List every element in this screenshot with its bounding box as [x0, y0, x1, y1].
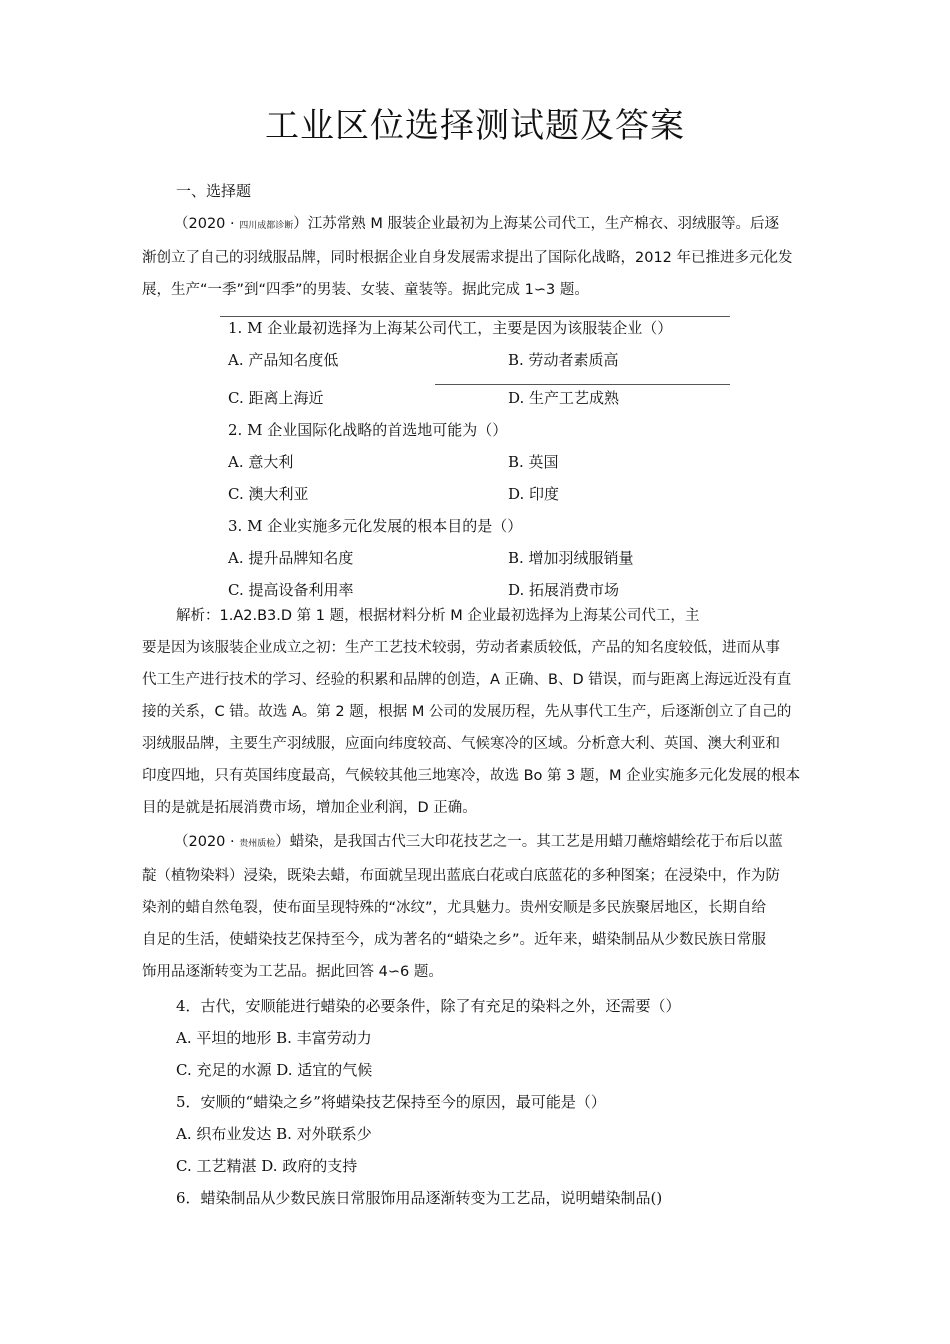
option: C. 提高设备利用率 [228, 581, 354, 599]
analysis-line-6: 印度四地，只有英国纬度最高，气候较其他三地寒冷，故选 Bo 第 3 题，M 企业实施多元化发展的根本 [142, 768, 801, 784]
option: A. 产品知名度低 [228, 351, 339, 369]
analysis-line-3: 代工生产进行技术的学习、经验的积累和品牌的创造，A 正确、B、D 错误，而与距离上海远近没有直 [142, 672, 792, 688]
option-row: C. 充足的水源 D. 适宜的气候 [176, 1061, 373, 1079]
option: D. 拓展消费市场 [508, 581, 620, 599]
section-heading: 一、选择题 [176, 182, 252, 200]
option: C. 距离上海近 [228, 389, 324, 407]
option-row [228, 382, 738, 414]
option: B. 英国 [508, 453, 559, 471]
passage-2 [142, 826, 810, 988]
passage-2-line-5: 饰用品逐渐转变为工艺品。据此回答 4∽6 题。 [142, 964, 443, 980]
option: D. 生产工艺成熟 [508, 389, 620, 407]
analysis-line-5: 羽绒服品牌，主要生产羽绒服，应面向纬度较高、气候寒冷的区域。分析意大利、英国、澳大利亚和 [142, 736, 780, 752]
passage-1-line-3: 展，生产“一季”到“四季”的男装、女装、童装等。据此完成 1∽3 题。 [142, 282, 589, 298]
analysis-line-1: 解析：1.A2.B3.D 第 1 题，根据材料分析 M 企业最初选择为上海某公司代工，主 [176, 608, 700, 624]
analysis-line-7: 目的是就是拓展消费市场，增加企业利润，D 正确。 [142, 800, 477, 816]
question-stem: 3. M 企业实施多元化发展的根本目的是（） [228, 517, 523, 535]
option: D. 印度 [508, 485, 560, 503]
option-row [228, 542, 738, 574]
source-note: 四川成都诊断 [239, 221, 294, 231]
option: A. 意大利 [228, 453, 294, 471]
analysis [142, 600, 810, 824]
question-stem: 6．蜡染制品从少数民族日常服饰用品逐渐转变为工艺品，说明蜡染制品() [176, 1189, 663, 1207]
option: B. 劳动者素质高 [508, 351, 619, 369]
passage-2-line-4: 自足的生活，使蜡染技艺保持至今，成为著名的“蜡染之乡”。近年来，蜡染制品从少数民族日常服 [142, 932, 767, 948]
option: A. 提升品牌知名度 [228, 549, 354, 567]
passage-2-line-3: 染剂的蜡自然龟裂，使布面呈现特殊的“冰纹”，尤具魅力。贵州安顺是多民族聚居地区，长期自给 [142, 900, 767, 916]
source-note: 贵州质检 [239, 839, 276, 849]
question-stem: 4．古代，安顺能进行蜡染的必要条件，除了有充足的染料之外，还需要（） [176, 997, 681, 1015]
analysis-line-4: 接的关系，C 错。故选 A。第 2 题，根据 M 公司的发展历程，先从事代工生产，后逐渐创立了自己的 [142, 704, 792, 720]
option: C. 澳大利亚 [228, 485, 309, 503]
option-row [228, 344, 738, 376]
option-row: A. 织布业发达 B. 对外联系少 [176, 1125, 372, 1143]
page-title: 工业区位选择测试题及答案 [265, 106, 685, 146]
option-row: A. 平坦的地形 B. 丰富劳动力 [176, 1029, 372, 1047]
analysis-line-2: 要是因为该服装企业成立之初：生产工艺技术较弱，劳动者素质较低，产品的知名度较低，进而从事 [142, 640, 780, 656]
passage-2-line-2: 靛（植物染料）浸染，既染去蜡，布面就呈现出蓝底白花或白底蓝花的多种图案；在浸染中，作为防 [142, 868, 780, 884]
option-row [228, 478, 738, 510]
option-row: C. 工艺精湛 D. 政府的支持 [176, 1157, 358, 1175]
question-block-4-6 [176, 990, 816, 1214]
question-stem: 2. M 企业国际化战略的首选地可能为（） [228, 421, 508, 439]
passage-2-line-1: （2020 · 贵州质检）蜡染，是我国古代三大印花技艺之一。其工艺是用蜡刀蘸熔蜡绘花于布后以蓝 [174, 834, 783, 850]
question-stem: 5．安顺的“蜡染之乡”将蜡染技艺保持至今的原因，最可能是（） [176, 1093, 606, 1111]
question-block-1-3 [228, 312, 738, 606]
passage-1 [142, 208, 810, 306]
passage-1-line-1: （2020 · 四川成都诊断）江苏常熟 M 服装企业最初为上海某公司代工，生产棉衣、羽绒服等。后逐 [174, 216, 779, 232]
option-row [228, 446, 738, 478]
passage-1-line-2: 渐创立了自己的羽绒服品牌，同时根据企业自身发展需求提出了国际化战略，2012 年已推进多元化发 [142, 250, 793, 266]
option: B. 增加羽绒服销量 [508, 549, 634, 567]
question-stem: 1. M 企业最初选择为上海某公司代工，主要是因为该服装企业（） [228, 319, 673, 337]
